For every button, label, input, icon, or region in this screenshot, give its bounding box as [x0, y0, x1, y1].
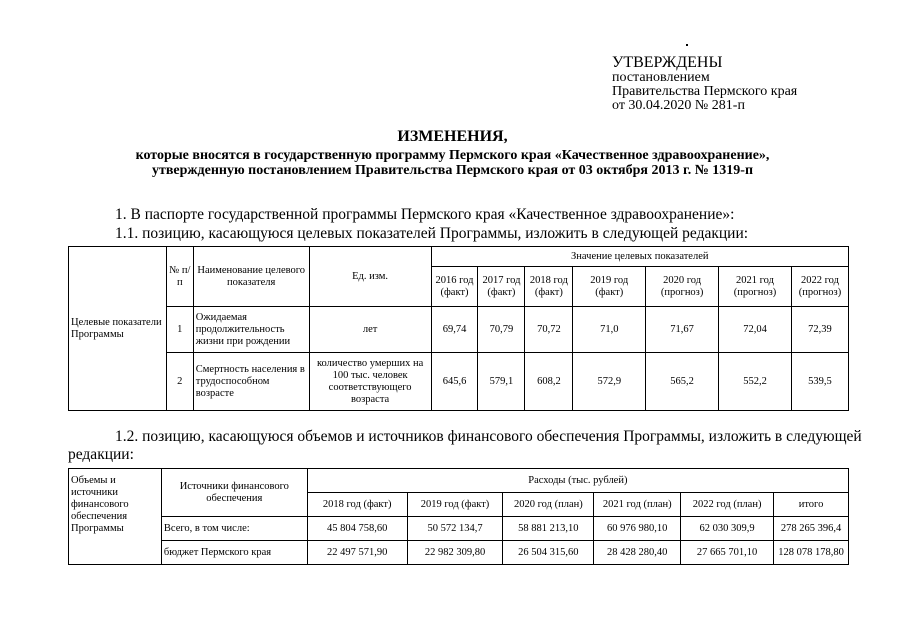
year-header: 2021 год (план) — [594, 493, 681, 517]
source-name: Всего, в том числе: — [161, 517, 307, 541]
row-num: 2 — [166, 353, 193, 411]
indicator-value: 539,5 — [791, 353, 848, 411]
subtitle-line-2: утвержденную постановлением Правительства Пермского края от 03 октября 2013 г. № 1319-п — [151, 163, 754, 178]
year-header: 2017 год (факт) — [478, 267, 525, 307]
year-header: 2019 год (факт) — [573, 267, 646, 307]
indicator-value: 72,04 — [719, 307, 792, 353]
year-header: 2020 год (план) — [503, 493, 594, 517]
document-subtitle — [0, 148, 905, 178]
indicator-unit: лет — [309, 307, 431, 353]
indicator-name: Смертность населения в трудоспособном возрасте — [193, 353, 309, 411]
header-sources: Источники финансового обеспечения — [161, 469, 307, 517]
expense-value: 22 982 309,80 — [407, 541, 503, 565]
indicator-value: 579,1 — [478, 353, 525, 411]
table-row — [69, 353, 849, 411]
indicator-value: 70,72 — [525, 307, 573, 353]
indicator-value: 71,0 — [573, 307, 646, 353]
expense-value: 62 030 309,9 — [681, 517, 774, 541]
year-header: 2016 год (факт) — [431, 267, 478, 307]
expense-value: 27 665 701,10 — [681, 541, 774, 565]
paragraph-1-1: 1.1. позицию, касающуюся целевых показателей Программы, изложить в следующей редакции: — [115, 225, 749, 242]
document-title: ИЗМЕНЕНИЯ, — [397, 128, 508, 145]
header-num: № п/п — [166, 247, 193, 307]
year-header: 2019 год (факт) — [407, 493, 503, 517]
header-values: Значение целевых показателей — [431, 247, 848, 267]
expense-value: 22 497 571,90 — [307, 541, 407, 565]
paragraph-1-2: 1.2. позицию, касающуюся объемов и источников финансового обеспечения Программы, изложить в следующей — [115, 428, 862, 445]
year-header: 2018 год (факт) — [525, 267, 573, 307]
expense-value: 278 265 396,4 — [774, 517, 849, 541]
indicator-value: 552,2 — [719, 353, 792, 411]
header-indicator-name: Наименование целевого показателя — [193, 247, 309, 307]
table-row — [69, 517, 849, 541]
indicator-value: 565,2 — [646, 353, 719, 411]
scan-dot — [686, 44, 688, 46]
expense-value: 26 504 315,60 — [503, 541, 594, 565]
table-row — [69, 541, 849, 565]
indicator-value: 69,74 — [431, 307, 478, 353]
approval-block — [612, 54, 797, 113]
target-indicators-table — [68, 246, 849, 411]
year-header: 2022 год (прогноз) — [791, 267, 848, 307]
approval-line: УТВЕРЖДЕНЫ — [612, 54, 723, 71]
indicator-unit: количество умерших на 100 тыс. человек соответствующего возраста — [309, 353, 431, 411]
expense-value: 60 976 980,10 — [594, 517, 681, 541]
indicator-value: 72,39 — [791, 307, 848, 353]
expense-value: 50 572 134,7 — [407, 517, 503, 541]
row-label-targets: Целевые показатели Программы — [69, 247, 167, 411]
indicator-name: Ожидаемая продолжительность жизни при рождении — [193, 307, 309, 353]
subtitle-line-1: которые вносятся в государственную программу Пермского края «Качественное здравоохранение», — [135, 148, 770, 163]
expense-value: 128 078 178,80 — [774, 541, 849, 565]
approval-line: Правительства Пермского края — [612, 84, 798, 99]
year-header: 2018 год (факт) — [307, 493, 407, 517]
expense-value: 28 428 280,40 — [594, 541, 681, 565]
expense-value: 45 804 758,60 — [307, 517, 407, 541]
indicator-value: 572,9 — [573, 353, 646, 411]
indicator-value: 71,67 — [646, 307, 719, 353]
expense-value: 58 881 213,10 — [503, 517, 594, 541]
approval-line: от 30.04.2020 № 281-п — [612, 98, 745, 113]
approval-line: постановлением — [612, 70, 710, 85]
year-header: итого — [774, 493, 849, 517]
row-label-financing: Объемы и источники финансового обеспечения Программы — [69, 469, 162, 565]
header-unit: Ед. изм. — [309, 247, 431, 307]
table-row — [69, 307, 849, 353]
paragraph-1-2-cont: редакции: — [68, 446, 134, 463]
year-header: 2021 год (прогноз) — [719, 267, 792, 307]
header-expenses: Расходы (тыс. рублей) — [307, 469, 848, 493]
year-header: 2020 год (прогноз) — [646, 267, 719, 307]
indicator-value: 608,2 — [525, 353, 573, 411]
row-num: 1 — [166, 307, 193, 353]
paragraph-1: 1. В паспорте государственной программы Пермского края «Качественное здравоохранение»: — [115, 206, 735, 223]
source-name: бюджет Пермского края — [161, 541, 307, 565]
indicator-value: 70,79 — [478, 307, 525, 353]
year-header: 2022 год (план) — [681, 493, 774, 517]
indicator-value: 645,6 — [431, 353, 478, 411]
financing-table — [68, 468, 849, 565]
